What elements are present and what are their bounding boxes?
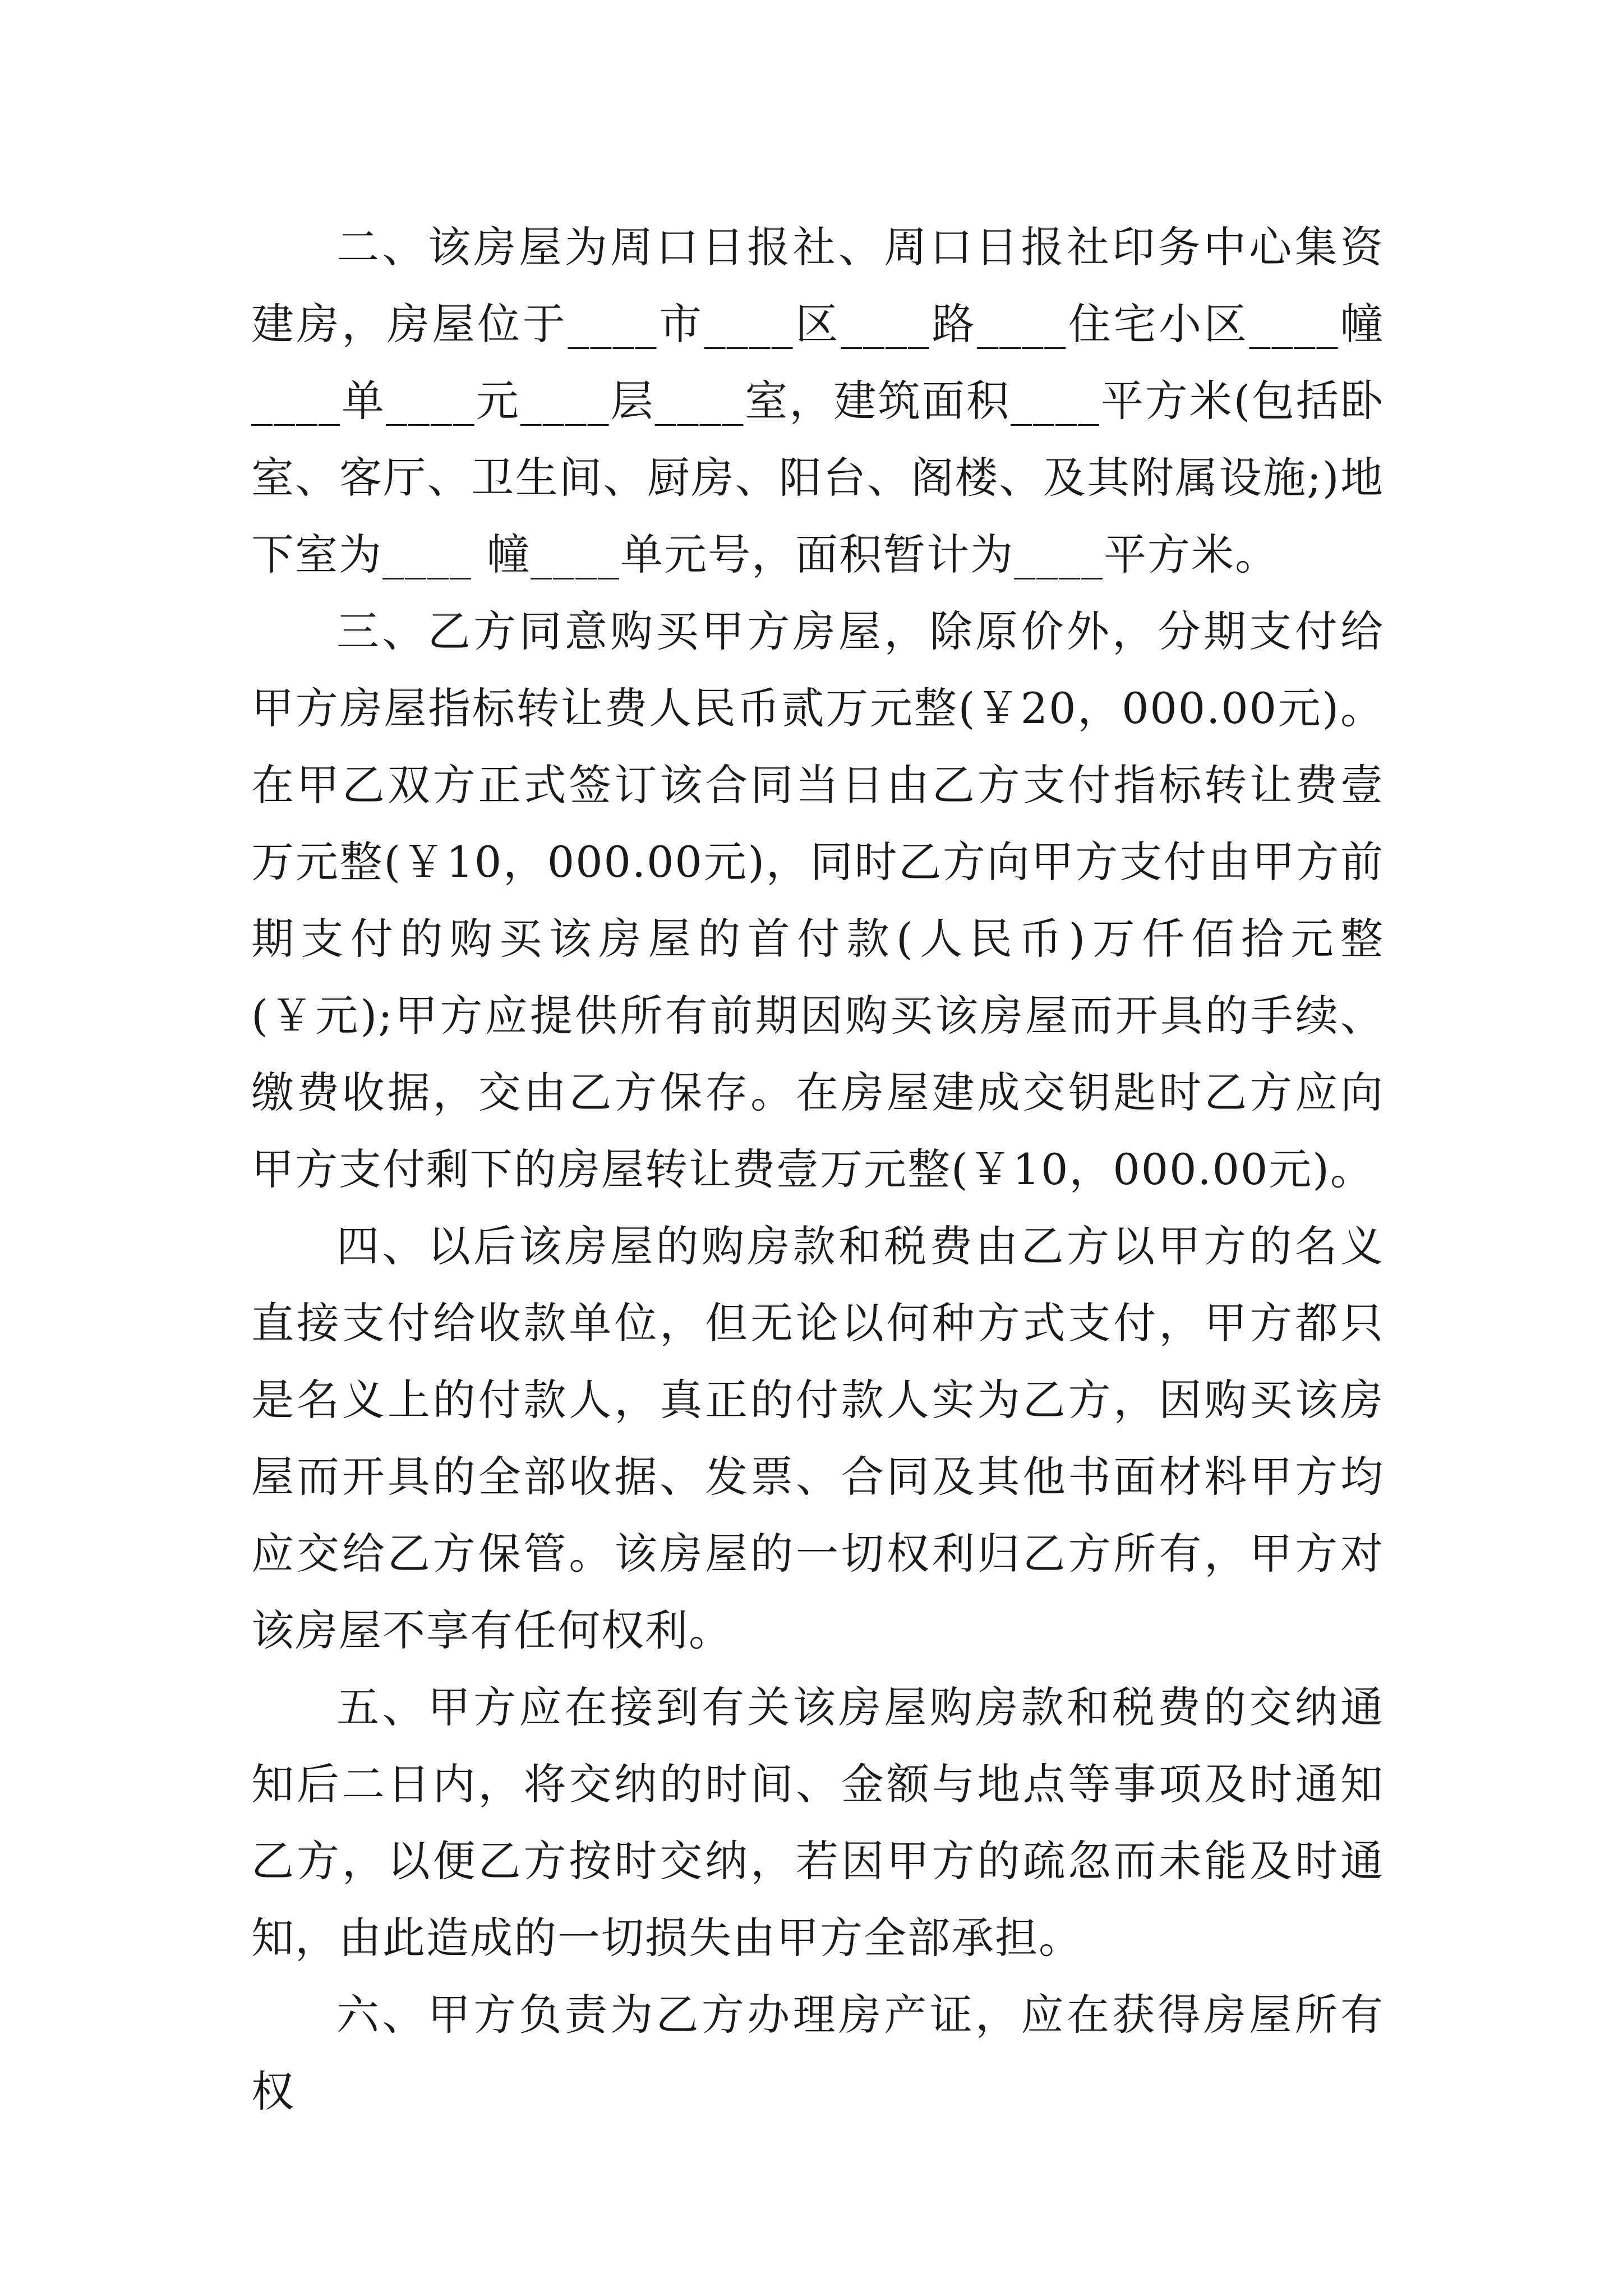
clause-5-paragraph: 五、甲方应在接到有关该房屋购房款和税费的交纳通知后二日内，将交纳的时间、金额与地点等事项及时通知乙方，以便乙方按时交纳，若因甲方的疏忽而未能及时通知，由此造成的一切损失由甲方全部承担。 bbox=[251, 1682, 1384, 1963]
clause-6-paragraph: 六、甲方负责为乙方办理房产证，应在获得房屋所有权 bbox=[251, 1990, 1384, 2116]
clause-3-paragraph: 三、乙方同意购买甲方房屋，除原价外，分期支付给甲方房屋指标转让费人民币贰万元整(￥20，000.00元)。在甲乙双方正式签订该合同当日由乙方支付指标转让费壹万元整(￥10，000.00元)，同时乙方向甲方支付由甲方前期支付的购买该房屋的首付款(人民币)万仟佰拾元整(￥元);甲方应提供所有前期因购买该房屋而开具的手续、缴费收据，交由乙方保存。在房屋建成交钥匙时乙方应向甲方支付剩下的房屋转让费壹万元整(￥10，000.00元)。 bbox=[251, 606, 1384, 1194]
clause-4-paragraph: 四、以后该房屋的购房款和税费由乙方以甲方的名义直接支付给收款单位，但无论以何种方式支付，甲方都只是名义上的付款人，真正的付款人实为乙方，因购买该房屋而开具的全部收据、发票、合同及其他书面材料甲方均应交给乙方保管。该房屋的一切权利归乙方所有，甲方对该房屋不享有任何权利。 bbox=[251, 1221, 1384, 1655]
document-body bbox=[251, 209, 1384, 2130]
clause-2-paragraph: 二、该房屋为周口日报社、周口日报社印务中心集资建房，房屋位于____市____区____路____住宅小区____幢____单____元____层____室，建筑面积____平方米(包括卧室、客厅、卫生间、厨房、阳台、阁楼、及其附属设施;)地下室为____ 幢____单元号，面积暂计为____平方米。 bbox=[251, 222, 1384, 579]
